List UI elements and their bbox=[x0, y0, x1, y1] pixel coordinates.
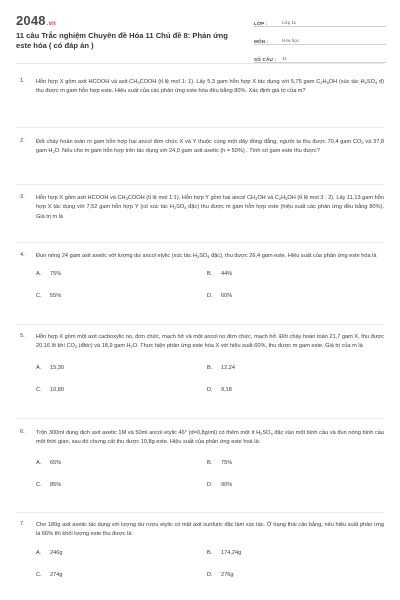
subscript: 2 bbox=[74, 344, 78, 350]
text-run: Hỗn hợp X gồm axit HCOOH và axit CH bbox=[36, 79, 138, 85]
option-text: 65% bbox=[50, 459, 62, 466]
meta-row-grade bbox=[254, 13, 386, 27]
option-letter: A. bbox=[36, 364, 42, 371]
text-run: Cho 180g axit axetic tác dụng với lượng dư rượu etylic có mặt axit sunfuric đặc làm xúc tác. Ở trạng thái cân bằng, nếu hiệu suất phản ứng là 66% thì khối lượng este thu được là: bbox=[36, 522, 384, 538]
option-d[interactable] bbox=[207, 293, 232, 299]
option-text: 90% bbox=[221, 481, 233, 488]
logo-text: 2048 bbox=[16, 13, 46, 28]
text-run: OH (xúc tác H bbox=[328, 79, 365, 85]
subscript: 2 bbox=[52, 149, 55, 155]
option-letter: C. bbox=[36, 293, 42, 300]
question-number: 1. bbox=[20, 78, 25, 84]
subscript: 4 bbox=[184, 205, 187, 211]
question-2 bbox=[16, 138, 384, 157]
option-b[interactable] bbox=[207, 460, 232, 466]
text-run: COOH (tỉ lệ mol 1: 1). Lấy 5,3 gam hỗn hợp X tác dụng với 5,75 gam C bbox=[139, 79, 321, 85]
meta-row-count bbox=[254, 49, 386, 63]
option-text: 9,18 bbox=[221, 386, 232, 393]
option-text: 174,24g bbox=[221, 549, 242, 556]
question-7 bbox=[16, 521, 384, 588]
option-b[interactable] bbox=[207, 365, 235, 371]
option-d[interactable] bbox=[207, 482, 232, 488]
question-text bbox=[36, 333, 384, 352]
option-letter: A. bbox=[36, 549, 42, 556]
option-letter: B. bbox=[207, 549, 213, 556]
text-run: O. Nếu cho m gam hỗn hợp trên tác dụng với 24,0 gam axit axetic (h = 50%) . Tính số gam este thu được? bbox=[54, 148, 320, 155]
option-letter: B. bbox=[207, 364, 213, 371]
subscript: 2 bbox=[173, 205, 177, 211]
option-c[interactable] bbox=[36, 572, 62, 578]
option-a[interactable] bbox=[36, 550, 62, 556]
option-letter: A. bbox=[36, 459, 42, 466]
question-divider bbox=[16, 242, 384, 243]
subscript: 2 bbox=[196, 254, 200, 259]
question-5 bbox=[16, 333, 384, 403]
option-text: 10,80 bbox=[50, 386, 64, 393]
subscript: 2 bbox=[361, 140, 364, 145]
question-number: 7. bbox=[20, 521, 25, 527]
text-run: Đốt cháy hoàn toàn m gam hỗn hợp hai ancol đơn chức X và Y thuộc cùng một dãy đồng đẳng, người ta thu được 70,4 gam CO bbox=[36, 139, 362, 145]
option-text: 15,30 bbox=[50, 364, 64, 371]
subscript: 2 bbox=[260, 431, 263, 436]
option-text: 246g bbox=[50, 549, 63, 556]
subscript: 3 bbox=[255, 196, 258, 201]
question-text bbox=[36, 521, 384, 540]
option-a[interactable] bbox=[36, 365, 64, 371]
subscript: 2 bbox=[364, 80, 367, 85]
text-run: Hỗn hợp X gồm một axit cacboxylic no, đơn chức, mạch hở và một ancol no đơn chức, mạch hở. Đốt cháy hoàn toàn 21,7 gam X, thu được 20,16 lít khí CO bbox=[36, 334, 384, 350]
meta-value: Hóa học bbox=[282, 38, 300, 43]
question-3 bbox=[16, 194, 384, 222]
subscript: 4 bbox=[270, 431, 273, 436]
option-letter: B. bbox=[207, 459, 213, 466]
option-letter: C. bbox=[36, 481, 42, 488]
subscript: 2 bbox=[320, 80, 323, 85]
subscript: 2 bbox=[130, 344, 133, 350]
question-number: 2. bbox=[20, 138, 25, 144]
answer-options bbox=[36, 460, 384, 498]
subscript: 3 bbox=[125, 196, 128, 201]
subscript: 3 bbox=[137, 80, 140, 85]
text-run: đặc) thu được m gam hỗn hợp este (hiệu suất các phản ứng đều bằng 80%). Giá trị m là bbox=[36, 204, 385, 220]
meta-label: MÔN : bbox=[254, 39, 269, 44]
subscript: 5 bbox=[285, 196, 288, 201]
question-text bbox=[36, 194, 384, 222]
meta-label: LỚP : bbox=[254, 21, 268, 26]
option-letter: D. bbox=[207, 571, 213, 578]
question-4 bbox=[16, 252, 384, 309]
question-number: 6. bbox=[20, 429, 25, 435]
option-letter: B. bbox=[207, 271, 213, 278]
option-c[interactable] bbox=[36, 387, 64, 393]
question-text bbox=[36, 252, 384, 261]
option-text: 274g bbox=[50, 571, 63, 578]
text-run: Đun nóng 24 gam axit axetic với lượng dư ancol etylic (xúc tác H bbox=[36, 253, 197, 259]
option-text: 44% bbox=[221, 271, 233, 278]
question-divider bbox=[16, 418, 384, 419]
option-letter: A. bbox=[36, 271, 42, 278]
meta-panel bbox=[254, 13, 386, 67]
option-c[interactable] bbox=[36, 482, 61, 488]
text-run: và 37,8 gam H bbox=[36, 139, 385, 155]
text-run: O. Thực hiện phản ứng este hóa X với hiệu suất 60%, thu được m gam este. Giá trị của m là bbox=[132, 343, 363, 350]
option-text: 60% bbox=[221, 293, 233, 300]
subscript: 2 bbox=[278, 196, 282, 201]
text-run: (đktc) và 18,9 gam H bbox=[77, 343, 131, 350]
header-divider bbox=[16, 63, 384, 64]
question-6 bbox=[16, 429, 384, 498]
option-c[interactable] bbox=[36, 293, 61, 299]
option-text: 75% bbox=[50, 271, 62, 278]
document-title: 11 câu Trắc nghiệm Chuyên đề Hóa 11 Chủ đề 8: Phản ứng este hóa ( có đáp án ) bbox=[16, 31, 228, 50]
text-run: đặc), thu được 26,4 gam este. Hiệu suất của phản ứng este hóa là bbox=[209, 253, 377, 259]
option-text: 85% bbox=[50, 481, 62, 488]
text-run: COOH (tỉ lệ mol 1:1). Hỗn hợp Y gồm hai ancol CH bbox=[127, 195, 256, 201]
text-run: Trộn 300ml dung dịch axit axetic 1M và 50ml ancol etylic 46° (d=0,8g/ml) có thêm một ít H bbox=[36, 430, 261, 436]
question-number: 4. bbox=[20, 252, 25, 258]
question-number: 3. bbox=[20, 194, 25, 200]
answer-options bbox=[36, 271, 384, 309]
subscript: 4 bbox=[374, 80, 378, 85]
option-text: 55% bbox=[50, 293, 62, 300]
question-divider bbox=[16, 512, 384, 513]
question-text bbox=[36, 78, 384, 97]
option-text: 75% bbox=[221, 459, 233, 466]
question-text bbox=[36, 429, 384, 448]
text-run: OH và C bbox=[257, 195, 279, 201]
answer-options bbox=[36, 550, 384, 588]
option-letter: D. bbox=[207, 386, 213, 393]
option-letter: C. bbox=[36, 386, 42, 393]
meta-label: SỐ CÂU : bbox=[254, 57, 277, 62]
subscript: 4 bbox=[207, 254, 210, 259]
question-1 bbox=[16, 78, 384, 97]
option-a[interactable] bbox=[36, 460, 61, 466]
text-run: H bbox=[322, 79, 327, 85]
question-number: 5. bbox=[20, 333, 25, 339]
meta-value: 11 bbox=[282, 56, 287, 61]
text-run: SO bbox=[199, 253, 208, 259]
text-run: đặc vào một bình cầu và đun nóng bình cầu một thời gian, sau đó chưng cất thu được 19,8g este. Hiệu suất của phản ứng este hoá là: bbox=[36, 430, 384, 446]
option-letter: D. bbox=[207, 293, 213, 300]
text-run: đ) thu được m gam hỗn hợp este. Hiệu suất của các phản ứng este hóa đều bằng 80%. Xác định giá trị của m? bbox=[36, 79, 384, 95]
question-divider bbox=[16, 127, 384, 128]
text-run: Hỗn hợp X gồm axit HCOOH và CH bbox=[36, 195, 126, 201]
question-text bbox=[36, 138, 384, 157]
option-b[interactable] bbox=[207, 550, 241, 556]
option-d[interactable] bbox=[207, 572, 233, 578]
question-divider bbox=[16, 324, 384, 325]
text-run: SO bbox=[262, 430, 271, 436]
text-run: SO bbox=[366, 79, 375, 85]
option-letter: C. bbox=[36, 571, 42, 578]
subscript: 5 bbox=[326, 80, 329, 85]
question-divider bbox=[16, 184, 384, 185]
option-text: 12,24 bbox=[221, 364, 235, 371]
option-a[interactable] bbox=[36, 271, 61, 277]
text-run: OH (tỉ lệ mol 3 : 2). Lấy 11,13 gam hỗn hợp X tác dụng với 7,52 gam hỗn hợp Y (có xúc tác H bbox=[36, 195, 385, 211]
option-b[interactable] bbox=[207, 271, 232, 277]
answer-options bbox=[36, 365, 384, 403]
logo-suffix: .vn bbox=[46, 21, 57, 27]
meta-row-subject bbox=[254, 31, 386, 45]
site-logo[interactable] bbox=[16, 13, 56, 28]
text-run: H bbox=[281, 195, 286, 201]
option-text: 276g bbox=[221, 571, 234, 578]
text-run: SO bbox=[176, 204, 185, 211]
option-d[interactable] bbox=[207, 387, 232, 393]
meta-value: Lớp 11 bbox=[282, 20, 297, 25]
option-letter: D. bbox=[207, 481, 213, 488]
